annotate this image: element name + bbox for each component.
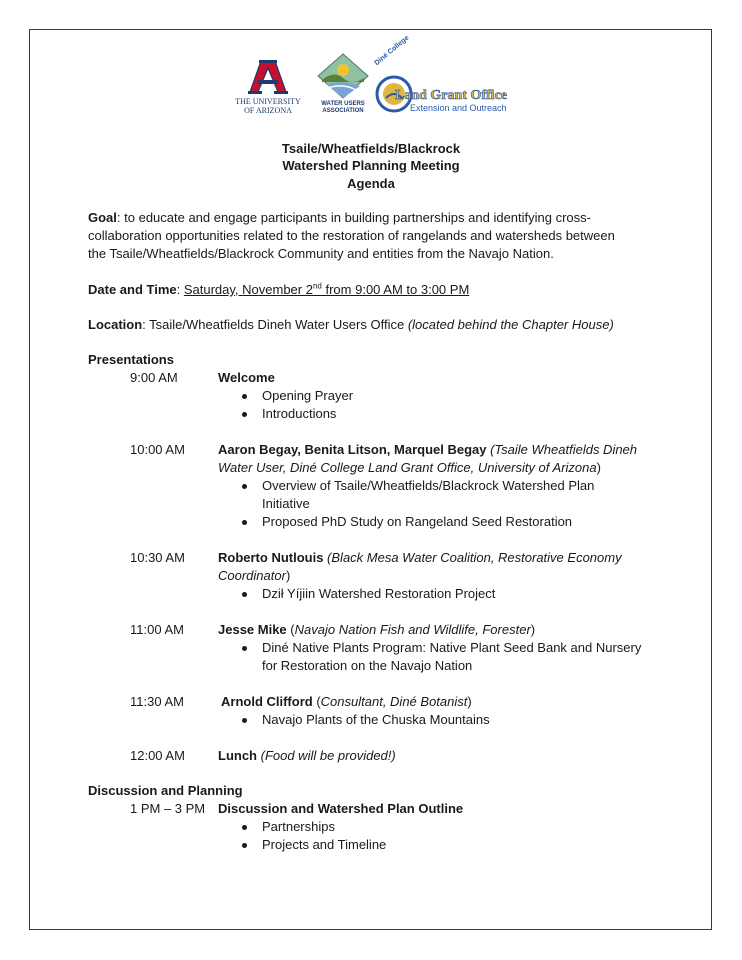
dc-arc-text: Diné College	[373, 34, 411, 67]
date-time-label: Date and Time	[88, 282, 177, 297]
date-value-b: from 9:00 AM to 3:00 PM	[321, 282, 470, 297]
title-line3: Agenda	[347, 176, 395, 191]
affiliation-1000-a: (Tsaile Wheatfields Dineh	[486, 442, 638, 457]
affiliation-1130: Consultant, Diné Botanist	[320, 694, 468, 709]
ua-line1: THE UNIVERSITY	[235, 97, 301, 106]
time-1130: 11:30 AM	[130, 694, 184, 709]
bullet-dot	[242, 843, 247, 848]
time-0900: 9:00 AM	[130, 370, 178, 385]
goal-line1	[88, 209, 591, 227]
dc-subtitle: Extension and Outreach	[410, 103, 507, 113]
date-time-line	[88, 281, 469, 299]
time-discussion: 1 PM – 3 PM	[130, 801, 206, 816]
bullet-introductions: Introductions	[262, 406, 337, 421]
affiliation-1030-b: Coordinator	[218, 568, 286, 583]
presentations-heading: Presentations	[88, 352, 174, 367]
lunch-note: (Food will be provided!)	[257, 748, 396, 763]
speaker-line-1030	[218, 549, 622, 567]
date-value-sup: nd	[312, 281, 322, 291]
speaker-arnold-clifford: Arnold Clifford	[221, 694, 313, 709]
bullet-dot	[242, 520, 247, 525]
bullet-chuska-mountains: Navajo Plants of the Chuska Mountains	[262, 712, 490, 727]
location-value: : Tsaile/Wheatfields Dineh Water Users Office	[142, 317, 408, 332]
bullet-native-plants-cont: for Restoration on the Navajo Nation	[262, 658, 473, 673]
date-time-sep: :	[176, 282, 184, 297]
bullet-partnerships: Partnerships	[262, 819, 335, 834]
bullet-dot	[242, 394, 247, 399]
time-1200: 12:00 AM	[130, 748, 185, 763]
bullet-dot	[242, 412, 247, 417]
speaker-welcome: Welcome	[218, 370, 275, 385]
discussion-title: Discussion and Watershed Plan Outline	[218, 801, 464, 816]
wua-line1: WATER USERS	[321, 101, 365, 107]
bullet-opening-prayer: Opening Prayer	[262, 388, 354, 403]
water-users-association-logo	[316, 52, 370, 118]
affiliation-1100: Navajo Nation Fish and Wildlife, Forester	[294, 622, 531, 637]
speaker-line-1100	[218, 621, 535, 639]
bullet-dot	[242, 646, 247, 651]
affiliation-1000-b: Water User, Diné College Land Grant Office, University of Arizona	[218, 460, 597, 475]
date-value-a: Saturday, November 2	[183, 282, 313, 297]
time-1100: 11:00 AM	[130, 622, 184, 637]
affiliation-line-1030	[218, 567, 290, 585]
dc-title: Land Grant Office	[395, 88, 507, 103]
affiliation-line-1000	[218, 459, 601, 477]
affiliation-1130-close: )	[467, 694, 472, 709]
discussion-heading: Discussion and Planning	[88, 783, 243, 798]
affiliation-1130-open: (	[312, 694, 321, 709]
university-of-arizona-logo	[228, 58, 308, 120]
goal-line2: collaboration opportunities related to the restoration of rangelands and watersheds between	[88, 228, 615, 243]
affiliation-1000-end: )	[596, 460, 601, 475]
wua-line2: ASSOCIATION	[322, 108, 364, 114]
location-label: Location	[88, 317, 143, 332]
time-1000: 10:00 AM	[130, 442, 185, 457]
location-note: (located behind the Chapter House)	[407, 317, 614, 332]
goal-text1: : to educate and engage participants in building partnerships and identifying cross-	[116, 210, 591, 225]
speaker-line-1000	[218, 441, 637, 459]
title-line2: Watershed Planning Meeting	[282, 158, 460, 173]
bullet-dot	[242, 718, 247, 723]
bullet-projects-timeline: Projects and Timeline	[262, 837, 387, 852]
time-1030: 10:30 AM	[130, 550, 185, 565]
ua-line2: OF ARIZONA	[244, 106, 292, 115]
goal-line3: the Tsaile/Wheatfields/Blackrock Community and entities from the Navajo Nation.	[88, 246, 554, 261]
location-line	[88, 316, 614, 334]
date-time-value	[184, 282, 469, 297]
affiliation-1100-close: )	[530, 622, 536, 637]
affiliation-1030-end: )	[285, 568, 291, 583]
lunch-line	[218, 747, 396, 765]
bullet-dzil-yijiin: Dził Yíjiin Watershed Restoration Project	[262, 586, 496, 601]
affiliation-1100-open: (	[286, 622, 295, 637]
affiliation-1030-a: (Black Mesa Water Coalition, Restorative Economy	[323, 550, 622, 565]
bullet-overview: Overview of Tsaile/Wheatfields/Blackrock Watershed Plan	[262, 478, 595, 493]
speaker-lunch: Lunch	[218, 748, 257, 763]
bullet-overview-cont: Initiative	[262, 496, 310, 511]
speaker-jesse-mike: Jesse Mike	[218, 622, 287, 637]
goal-label: Goal	[88, 210, 117, 225]
bullet-dot	[242, 592, 247, 597]
bullet-phd-study: Proposed PhD Study on Rangeland Seed Restoration	[262, 514, 573, 529]
speaker-nutlouis: Roberto Nutlouis	[218, 550, 324, 565]
speaker-begay-litson: Aaron Begay, Benita Litson, Marquel Begay	[218, 442, 487, 457]
bullet-dot	[242, 484, 247, 489]
bullet-native-plants: Diné Native Plants Program: Native Plant Seed Bank and Nursery	[262, 640, 642, 655]
speaker-line-1130	[221, 693, 472, 711]
dine-college-land-grant-logo	[373, 34, 524, 122]
title-line1: Tsaile/Wheatfields/Blackrock	[281, 141, 461, 156]
bullet-dot	[242, 825, 247, 830]
